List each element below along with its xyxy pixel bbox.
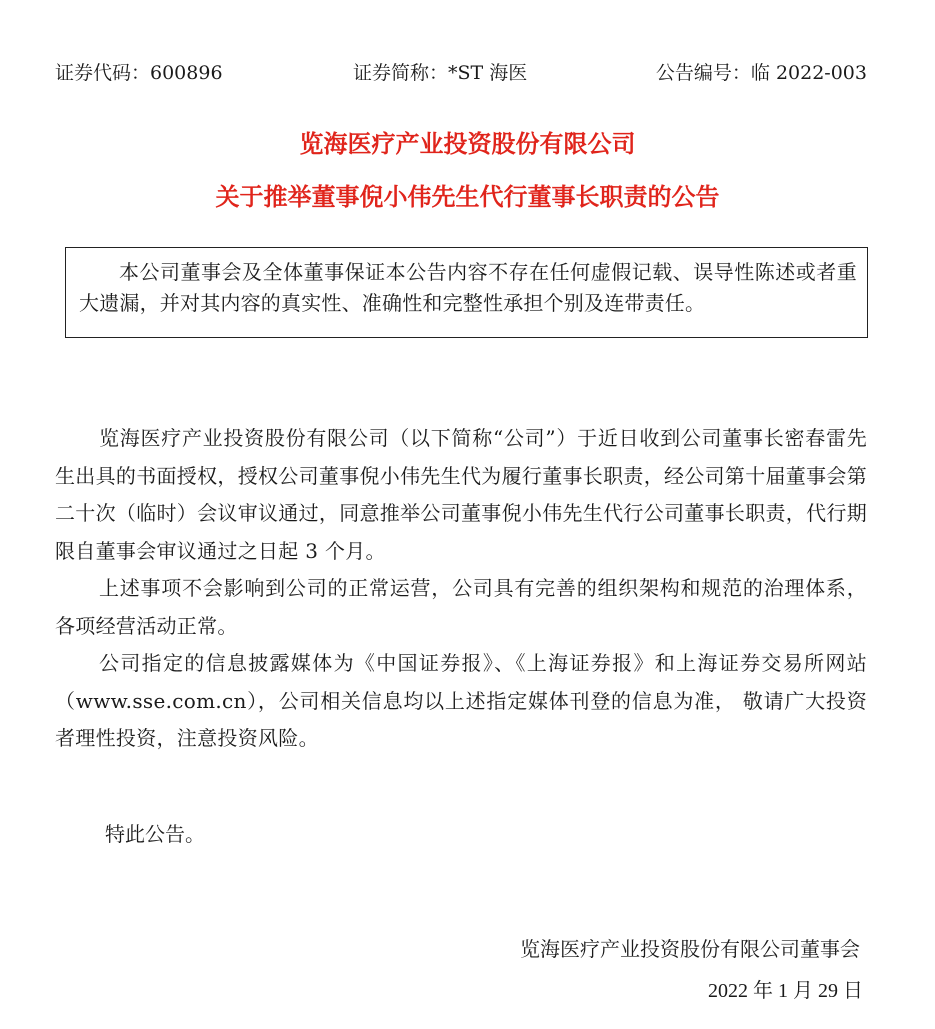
signature-company: 览海医疗产业投资股份有限公司董事会 xyxy=(520,937,860,961)
body-paragraph: 览海医疗产业投资股份有限公司（以下简称“公司”）于近日收到公司董事长密春雷先生出具的书面授权，授权公司董事倪小伟先生代为履行董事长职责，经公司第十届董事会第二十次（临时）会议审议通过，同意推举公司董事倪小伟先生代行公司董事长职责，代行期限自董事会审议通过之日起 3 个月。 xyxy=(55,426,867,563)
announcement-body xyxy=(55,420,867,758)
header-row xyxy=(55,58,867,88)
body-paragraph: 公司指定的信息披露媒体为《中国证券报》、《上海证券报》和上海证券交易所网站 （www.sse.com.cn），公司相关信息均以上述指定媒体刊登的信息为准， 敬请广大投资者理性投资，注意投资风险。 xyxy=(55,651,867,750)
closing-remark: 特此公告。 xyxy=(105,822,205,846)
security-code: 证券代码：600896 xyxy=(55,62,223,84)
announcement-title: 关于推举董事倪小伟先生代行董事长职责的公告 xyxy=(215,183,720,211)
board-statement-box xyxy=(65,247,868,338)
announcement-number: 公告编号：临 2022-003 xyxy=(655,62,867,84)
company-title: 览海医疗产业投资股份有限公司 xyxy=(299,130,636,158)
board-statement-text: 本公司董事会及全体董事保证本公告内容不存在任何虚假记载、误导性陈述或者重大遗漏，并对其内容的真实性、准确性和完整性承担个别及连带责任。 xyxy=(79,260,857,315)
security-abbreviation: 证券简称：*ST 海医 xyxy=(353,62,528,84)
body-paragraph: 上述事项不会影响到公司的正常运营，公司具有完善的组织架构和规范的治理体系，各项经营活动正常。 xyxy=(55,576,867,638)
signature-date: 2022 年 1 月 29 日 xyxy=(708,980,863,1002)
